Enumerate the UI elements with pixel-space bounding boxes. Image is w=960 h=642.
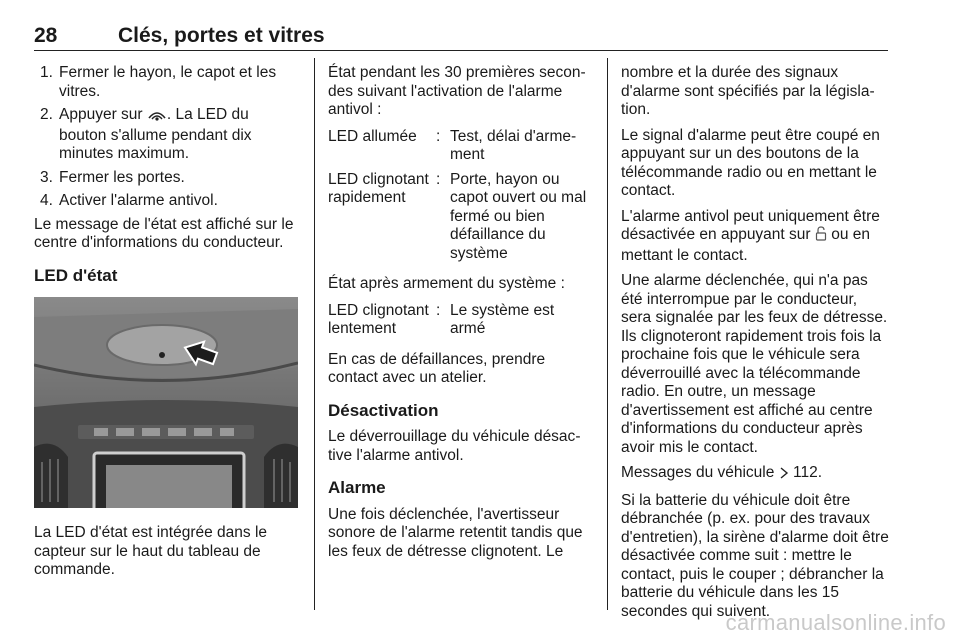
column-1 xyxy=(34,64,300,587)
table-term: LED clignotant lentement xyxy=(328,301,429,337)
table-separator: : xyxy=(436,301,441,319)
paragraph xyxy=(621,464,889,485)
step-text: Activer l'alarme antivol. xyxy=(59,192,218,209)
table-desc: Test, délai d'armement xyxy=(450,127,577,163)
section-heading: Alarme xyxy=(328,478,386,497)
watermark: carmanualsonline.info xyxy=(725,610,946,635)
steps-list xyxy=(34,64,300,211)
led-status-table xyxy=(328,128,592,264)
table-term: LED allumée xyxy=(328,127,417,145)
step-text: Fermer le hayon, le capot et les vitres. xyxy=(59,64,277,100)
dashboard-led-photo xyxy=(34,297,298,508)
table-desc: Le système est armé xyxy=(450,301,555,337)
unlock-icon xyxy=(815,226,827,247)
paragraph: Le signal d'alarme peut être coupé en appuyant sur un des boutons de la télécommande radio ou en mettant le contact. xyxy=(621,126,880,199)
paragraph xyxy=(621,208,889,266)
list-item xyxy=(34,192,300,211)
paragraph-text: L'alarme antivol peut uniquement être désactivée en appuyant sur xyxy=(621,207,880,243)
alarm-remote-icon xyxy=(147,108,167,127)
page-number: 28 xyxy=(34,24,58,47)
list-item xyxy=(34,64,300,101)
header-rule xyxy=(34,50,888,51)
figure-caption: La LED d'état est intégrée dans le capteur sur le haut du tableau de commande. xyxy=(34,524,268,578)
paragraph: Une alarme déclenchée, qui n'a pas été interrompue par le conducteur, sera signalée par les feux de détresse. Ils clignoteront rapidement trois fois la prochaine fois que le véhicule sera déverrouillé avec la télécommande radio. En outre, un message d'avertissement est affiché au centre d'informations du conducteur après avoir mis le contact. xyxy=(621,272,888,456)
led-armed-table xyxy=(328,302,592,339)
page-reference-link[interactable]: 112. xyxy=(793,464,823,481)
step-number: 4. xyxy=(40,192,53,209)
paragraph: Le message de l'état est affiché sur le centre d'informations du conducteur. xyxy=(34,215,294,251)
list-item xyxy=(34,106,300,164)
paragraph: Si la batterie du véhicule doit être débranchée (p. ex. pour des travaux d'entretien), la sirène d'alarme doit être désactivée comme suit : mettre le contact, puis le couper ; débrancher la batterie du véhicule dans les 15 secondes qui suivent. xyxy=(621,491,889,620)
paragraph: État pendant les 30 premières secondes suivant l'activation de l'alarme antivol : xyxy=(328,64,586,118)
paragraph: nombre et la durée des signaux d'alarme sont spécifiés par la législation. xyxy=(621,64,875,118)
step-text: Appuyer sur xyxy=(59,106,143,123)
page-reference-icon xyxy=(779,466,789,485)
step-number: 3. xyxy=(40,168,53,186)
paragraph: En cas de défaillances, prendre contact avec un atelier. xyxy=(328,350,546,386)
list-item xyxy=(34,169,300,188)
column-divider xyxy=(607,58,608,610)
column-divider xyxy=(314,58,315,610)
column-3 xyxy=(621,64,889,628)
section-heading: Désactivation xyxy=(328,400,439,420)
reference-text: Messages du véhicule xyxy=(621,464,775,481)
page-header-title: Clés, portes et vitres xyxy=(118,24,325,47)
table-separator: : xyxy=(436,170,441,188)
paragraph: Une fois déclenchée, l'avertisseur sonore de l'alarme retentit tandis que les feux de détresse clignotent. Le xyxy=(328,505,583,560)
table-separator: : xyxy=(436,127,441,145)
step-text: Fermer les portes. xyxy=(59,168,185,186)
section-heading: LED d'état xyxy=(34,265,118,285)
step-number: 2. xyxy=(40,106,53,123)
table-term: LED clignotant rapidement xyxy=(328,170,429,206)
step-number: 1. xyxy=(40,64,53,81)
column-2 xyxy=(328,64,592,568)
paragraph-text: ou en mettant le contact. xyxy=(621,226,870,264)
paragraph: Le déverrouillage du véhicule désactive l'alarme antivol. xyxy=(328,428,581,464)
table-desc: Porte, hayon ou capot ouvert ou mal fermé ou bien défaillance du système xyxy=(450,170,587,262)
paragraph: État après armement du système : xyxy=(328,275,565,292)
step-text: . La LED du bouton s'allume pendant dix minutes maximum. xyxy=(59,106,252,162)
